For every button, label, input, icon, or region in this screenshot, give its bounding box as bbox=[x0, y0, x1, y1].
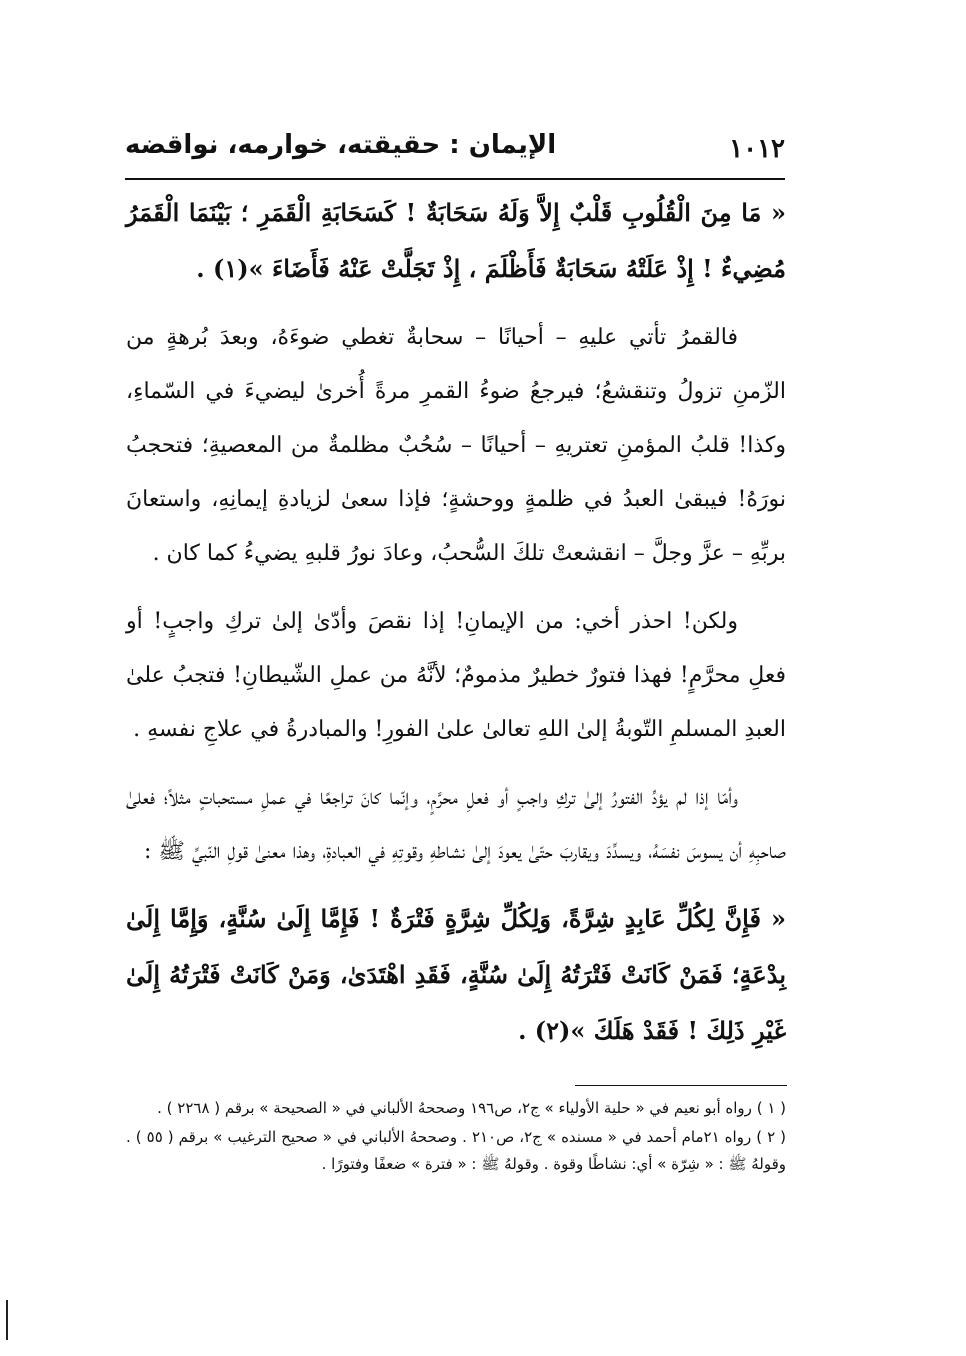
footnotes bbox=[126, 1095, 786, 1180]
paragraph-2: ولكن! احذر أخي: من الإيمانِ! إذا نقصَ وأدّىٰ إلىٰ تركِ واجبٍ! أو فعلِ محرَّمٍ! فهذا فتورٌ خطيرٌ مذمومٌ؛ لأنَّهُ من عملِ الشّيطانِ! فتجبُ علىٰ العبدِ المسلمِ التّوبةُ إلىٰ اللهِ تعالىٰ علىٰ الفورِ! والمبادرةُ في علاجِ نفسهِ . bbox=[126, 609, 786, 742]
page-number: ١٠١٢ bbox=[729, 134, 785, 164]
hadith-quote-2: « فَإِنَّ لِكُلِّ عَابِدٍ شِرَّةً، وَلِكُلِّ شِرَّةٍ فَتْرَةٌ ! فَإِمَّا إِلَىٰ سُنَّةٍ، وَإِمَّا إِلَىٰ بِدْعَةٍ؛ فَمَنْ كَانَتْ فَتْرَتُهُ إِلَىٰ سُنَّةٍ، فَقَدِ اهْتَدَىٰ، وَمَنْ كَانَتْ فَتْرَتُهُ إِلَىٰ غَيْرِ ذَلِكَ ! فَقَدْ هَلَكَ »(٢) . bbox=[126, 904, 786, 1045]
running-title: الإيمان : حقيقته، خوارمه، نواقضه bbox=[125, 130, 557, 160]
hadith-quote-1: « مَا مِنَ الْقُلُوبِ قَلْبٌ إِلاَّ وَلَهُ سَحَابَةٌ ! كَسَحَابَةِ الْقَمَرِ ؛ بَيْنَمَا الْقَمَرُ مُضِيءٌ ! إِذْ عَلَتْهُ سَحَابَةٌ فَأَظْلَمَ ، إِذْ تَجَلَّتْ عَنْهُ فَأَضَاءَ »(١) . bbox=[126, 198, 786, 283]
footnote-1: ( ١ ) رواه أبو نعيم في « حلية الأولياء » ج٢، ص١٩٦ وصححهُ الألباني في « الصحيحة » برقم ( ٢٢٦٨ ) . bbox=[157, 1099, 786, 1117]
paragraph-3: وأمّا إذا لم يؤدِّ الفتورُ إلىٰ تركِ واجبٍ أو فعلِ محرَّمٍ، وإنّما كانَ تراجعًا في عملِ مستحباتٍ مثلاً؛ فعلىٰ صاحبِهِ أن يسوسَ نفسَهُ، ويسدِّدَ ويقاربَ حتّىٰ يعودَ إلىٰ نشاطهِ وقوتِهِ في العبادةِ، وهذا معنىٰ قولِ النّبيِّ ﷺ : bbox=[126, 785, 786, 864]
page-header bbox=[125, 128, 785, 176]
scan-edge-mark bbox=[6, 1300, 8, 1340]
footnote-2: ( ٢ ) رواه ٢١مام أحمد في « مسنده » ج٢، ص٢١٠ . وصححهُ الألباني في « صحيح الترغيب » برقم ( ٥٥ ) . وقولهُ ﷺ : « شِرّة » أي: نشاطًا وقوة . وقولهُ ﷺ : « فترة » ضعفًا وفتورًا . bbox=[126, 1128, 787, 1173]
page-body bbox=[126, 185, 786, 1059]
footnote-rule bbox=[575, 1085, 787, 1086]
header-rule bbox=[125, 178, 785, 180]
paragraph-1: فالقمرُ تأتي عليهِ – أحيانًا – سحابةٌ تغطي ضوءَهُ، وبعدَ بُرهةٍ من الزّمنِ تزولُ وتنقشعُ؛ فيرجعُ ضوءُ القمرِ مرةً أُخرىٰ ليضيءَ في السّماءِ، وكذا! قلبُ المؤمنِ تعتريهِ – أحيانًا – سُحُبٌ مظلمةٌ من المعصيةِ؛ فتحجبُ نورَهُ! فيبقىٰ العبدُ في ظلمةٍ ووحشةٍ؛ فإذا سعىٰ لزيادةِ إيمانِهِ، واستعانَ بربِّهِ – عزَّ وجلَّ – انقشعتْ تلكَ السُّحبُ، وعادَ نورُ قلبهِ يضيءُ كما كان . bbox=[126, 325, 786, 566]
